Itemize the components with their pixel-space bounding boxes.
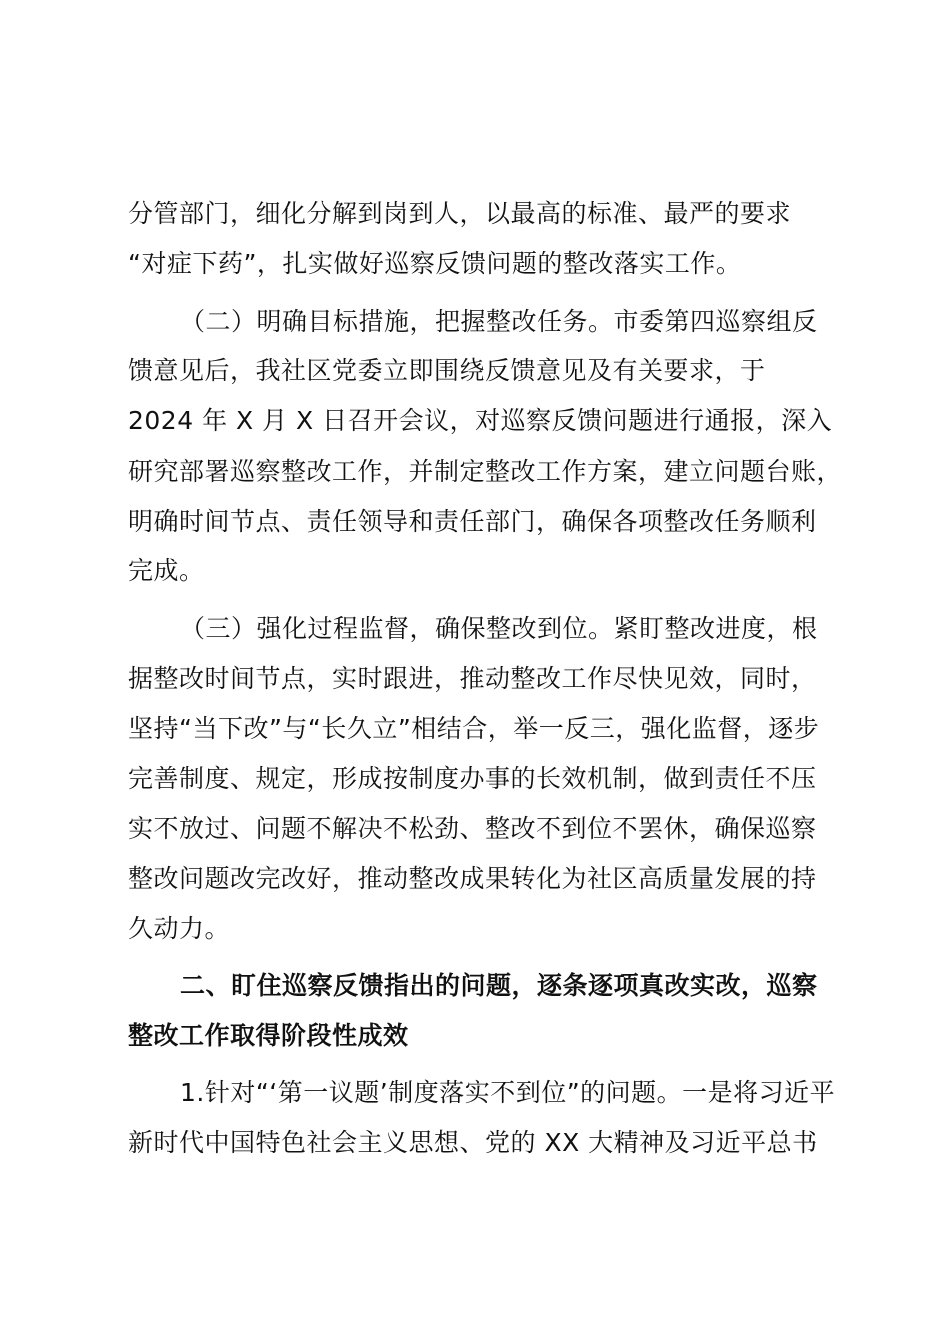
paragraph-line: 坚持“当下改”与“长久立”相结合，举一反三，强化监督，逐步 [128,714,820,743]
section-heading-line: 整改工作取得阶段性成效 [128,1021,409,1050]
paragraph-line: “对症下药”，扎实做好巡察反馈问题的整改落实工作。 [128,249,742,278]
paragraph-line: 研究部署巡察整改工作，并制定整改工作方案，建立问题台账， [128,457,843,486]
paragraph-line: 完成。 [128,556,205,585]
paragraph-line: 新时代中国特色社会主义思想、党的 XX 大精神及习近平总书 [128,1128,818,1157]
paragraph-line: 分管部门，细化分解到岗到人，以最高的标准、最严的要求 [128,199,792,228]
paragraph-line: 馈意见后，我社区党委立即围绕反馈意见及有关要求，于 [128,356,766,385]
paragraph-line: 明确时间节点、责任领导和责任部门，确保各项整改任务顺利 [128,507,817,536]
paragraph-line: （三）强化过程监督，确保整改到位。紧盯整改进度，根 [180,614,818,643]
section-heading-line: 二、盯住巡察反馈指出的问题，逐条逐项真改实改，巡察 [180,971,818,1000]
paragraph-line: 1.针对“‘第一议题’制度落实不到位”的问题。一是将习近平 [180,1078,836,1107]
paragraph-line: 据整改时间节点，实时跟进，推动整改工作尽快见效，同时， [128,664,817,693]
paragraph-line: 久动力。 [128,914,231,943]
paragraph-line: （二）明确目标措施，把握整改任务。市委第四巡察组反 [180,307,818,336]
paragraph-line: 实不放过、问题不解决不松劲、整改不到位不罢休，确保巡察 [128,814,817,843]
paragraph-line: 2024 年 X 月 X 日召开会议，对巡察反馈问题进行通报，深入 [128,406,833,435]
paragraph-line: 完善制度、规定，形成按制度办事的长效机制，做到责任不压 [128,764,817,793]
paragraph-line: 整改问题改完改好，推动整改成果转化为社区高质量发展的持 [128,864,817,893]
